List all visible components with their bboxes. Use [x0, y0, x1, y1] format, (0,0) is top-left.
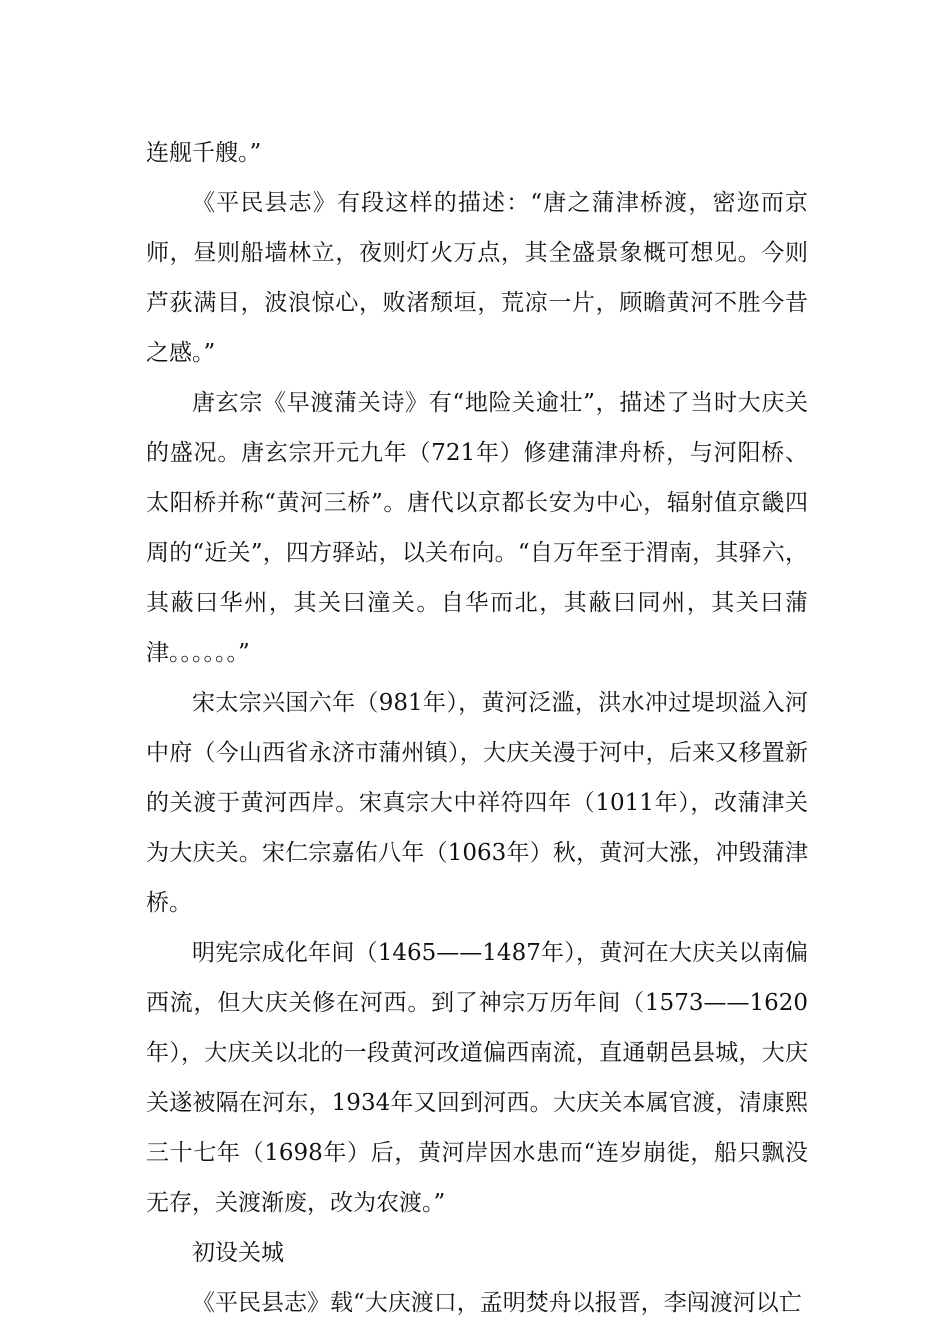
paragraph-song-taizong: 宋太宗兴国六年（981年），黄河泛滥，洪水冲过堤坝溢入河中府（今山西省永济市蒲州镇），大庆关漫于河中，后来又移置新的关渡于黄河西岸。宋真宗大中祥符四年（1011年），改蒲津关为大庆关。宋仁宗嘉佑八年（1063年）秋，黄河大涨，冲毁蒲津桥。 [146, 690, 808, 916]
section-heading: 初设关城 [192, 1240, 284, 1266]
paragraph-county-record: 《平民县志》有段这样的描述：“唐之蒲津桥渡，密迩而京师，昼则船墙林立，夜则灯火万点，其全盛景象概可想见。今则芦荻满目，波浪惊心，败渚颓垣，荒凉一片，顾瞻黄河不胜今昔之感。” [146, 190, 808, 366]
paragraph-tang-xuanzong: 唐玄宗《早渡蒲关诗》有“地险关逾壮”，描述了当时大庆关的盛况。唐玄宗开元九年（721年）修建蒲津舟桥，与河阳桥、太阳桥并称“黄河三桥”。唐代以京都长安为中心，辐射值京畿四周的“近关”，四方驿站，以关布向。“自万年至于渭南，其驿六，其蔽曰华州，其关曰潼关。自华而北，其蔽曰同州，其关曰蒲津。。。。。。” [146, 390, 808, 666]
paragraph-continuation: 连舰千艘。” [146, 140, 262, 166]
document-body [146, 128, 808, 1328]
paragraph-dock-record: 《平民县志》载“大庆渡口，孟明焚舟以报晋，李闯渡河以亡 [192, 1290, 802, 1316]
paragraph-ming-xianzong: 明宪宗成化年间（1465——1487年），黄河在大庆关以南偏西流，但大庆关修在河西。到了神宗万历年间（1573——1620年），大庆关以北的一段黄河改道偏西南流，直通朝邑县城，大庆关遂被隔在河东，1934年又回到河西。大庆关本属官渡，清康熙三十七年（1698年）后，黄河岸因水患而“连岁崩徙，船只飘没无存，关渡渐废，改为农渡。” [146, 940, 808, 1216]
